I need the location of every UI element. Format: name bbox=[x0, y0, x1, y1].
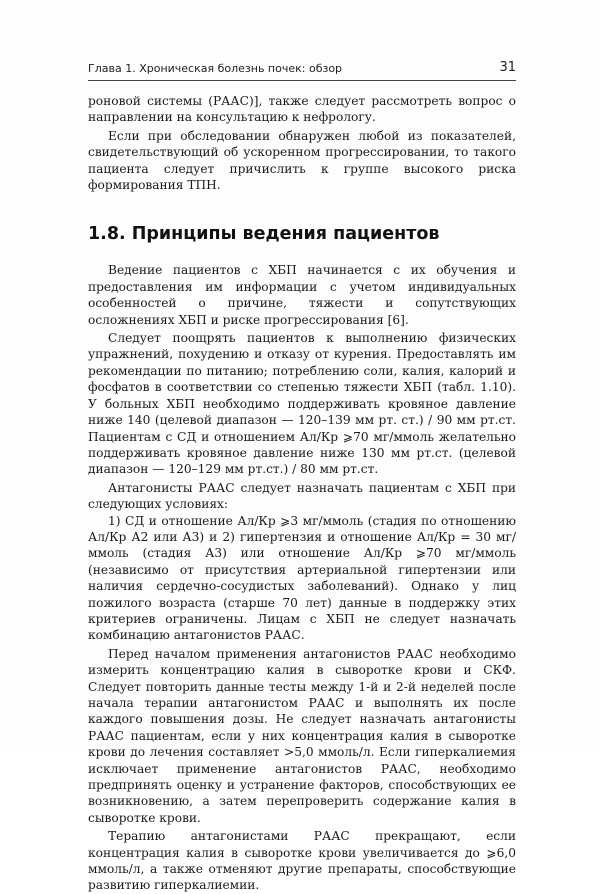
running-header bbox=[88, 60, 516, 80]
paragraph-continued: роновой системы (РААС)], также следует рассмотреть вопрос о направлении на консультацию к нефрологу. bbox=[88, 94, 516, 125]
paragraph: Ведение пациентов с ХБП начинается с их обучения и предоставления им информации с учетом индивидуальных особенностей о причине, тяжести и сопутствующих осложнениях ХБП и риске прогрессирования [6]. bbox=[88, 263, 516, 327]
paragraph: Терапию антагонистами РААС прекращают, если концентрация калия в сыворотке крови увеличивается до ⩾6,0 ммоль/л, а также отменяют другие препараты, способствующие развитию гиперкалиемии. bbox=[88, 829, 516, 893]
paragraph: Перед началом применения антагонистов РААС необходимо измерить концентрацию калия в сыворотке крови и СКФ. Следует повторить данные тесты между 1-й и 2-й неделей после начала терапии антагонистом РААС и выполнять их после каждого повышения дозы. Не следует назначать антагонисты РААС пациентам, если у них концентрация калия в сыворотке крови до лечения составляет >5,0 ммоль/л. Если гиперкалиемия исключает применение антагонистов РААС, необходимо предпринять оценку и устранение факторов, способствующих ее возникновению, а затем перепроверить содержание калия в сыворотке крови. bbox=[88, 646, 516, 825]
page-number: 31 bbox=[499, 60, 516, 75]
section-heading: 1.8. Принципы ведения пациентов bbox=[88, 224, 440, 245]
paragraph: 1) СД и отношение Ал/Кр ⩾3 мг/ммоль (стадия по отношению Ал/Кр А2 или А3) и 2) гипертензия и отношение Ал/Кр = 30 мг/ммоль (стадия А3) или отношение Ал/Кр ⩾70 мг/ммоль (независимо от присутствия артериальной гипертензии или наличия сердечно-сосудистых заболеваний). Однако у лиц пожилого возраста (старше 70 лет) данные в поддержку этих критериев ограничены. Лицам с ХБП не следует назначать комбинацию антагонистов РААС. bbox=[88, 513, 516, 643]
paragraph: Следует поощрять пациентов к выполнению физических упражнений, похудению и отказу от курения. Предоставлять им рекомендации по питанию; потреблению соли, калия, калорий и фосфатов в соответствии со степенью тяжести ХБП (табл. 1.10). У больных ХБП необходимо поддерживать кровяное давление ниже 140 (целевой диапазон — 120–139 мм рт. ст.) / 90 мм рт.ст. Пациентам с СД и отношением Ал/Кр ⩾70 мг/ммоль желательно поддерживать кровяное давление ниже 130 мм рт.ст. (целевой диапазон — 120–129 мм рт.ст.) / 80 мм рт.ст. bbox=[88, 331, 516, 477]
paragraph: Если при обследовании обнаружен любой из показателей, свидетельствующий об ускоренном прогрессировании, то такого пациента следует причислить к группе высокого риска формирования ТПН. bbox=[88, 128, 516, 193]
paragraph: Антагонисты РААС следует назначать пациентам с ХБП при следующих условиях: bbox=[88, 480, 516, 512]
header-rule bbox=[88, 80, 516, 81]
page-body bbox=[88, 93, 516, 894]
chapter-title: Глава 1. Хроническая болезнь почек: обзор bbox=[88, 62, 343, 75]
